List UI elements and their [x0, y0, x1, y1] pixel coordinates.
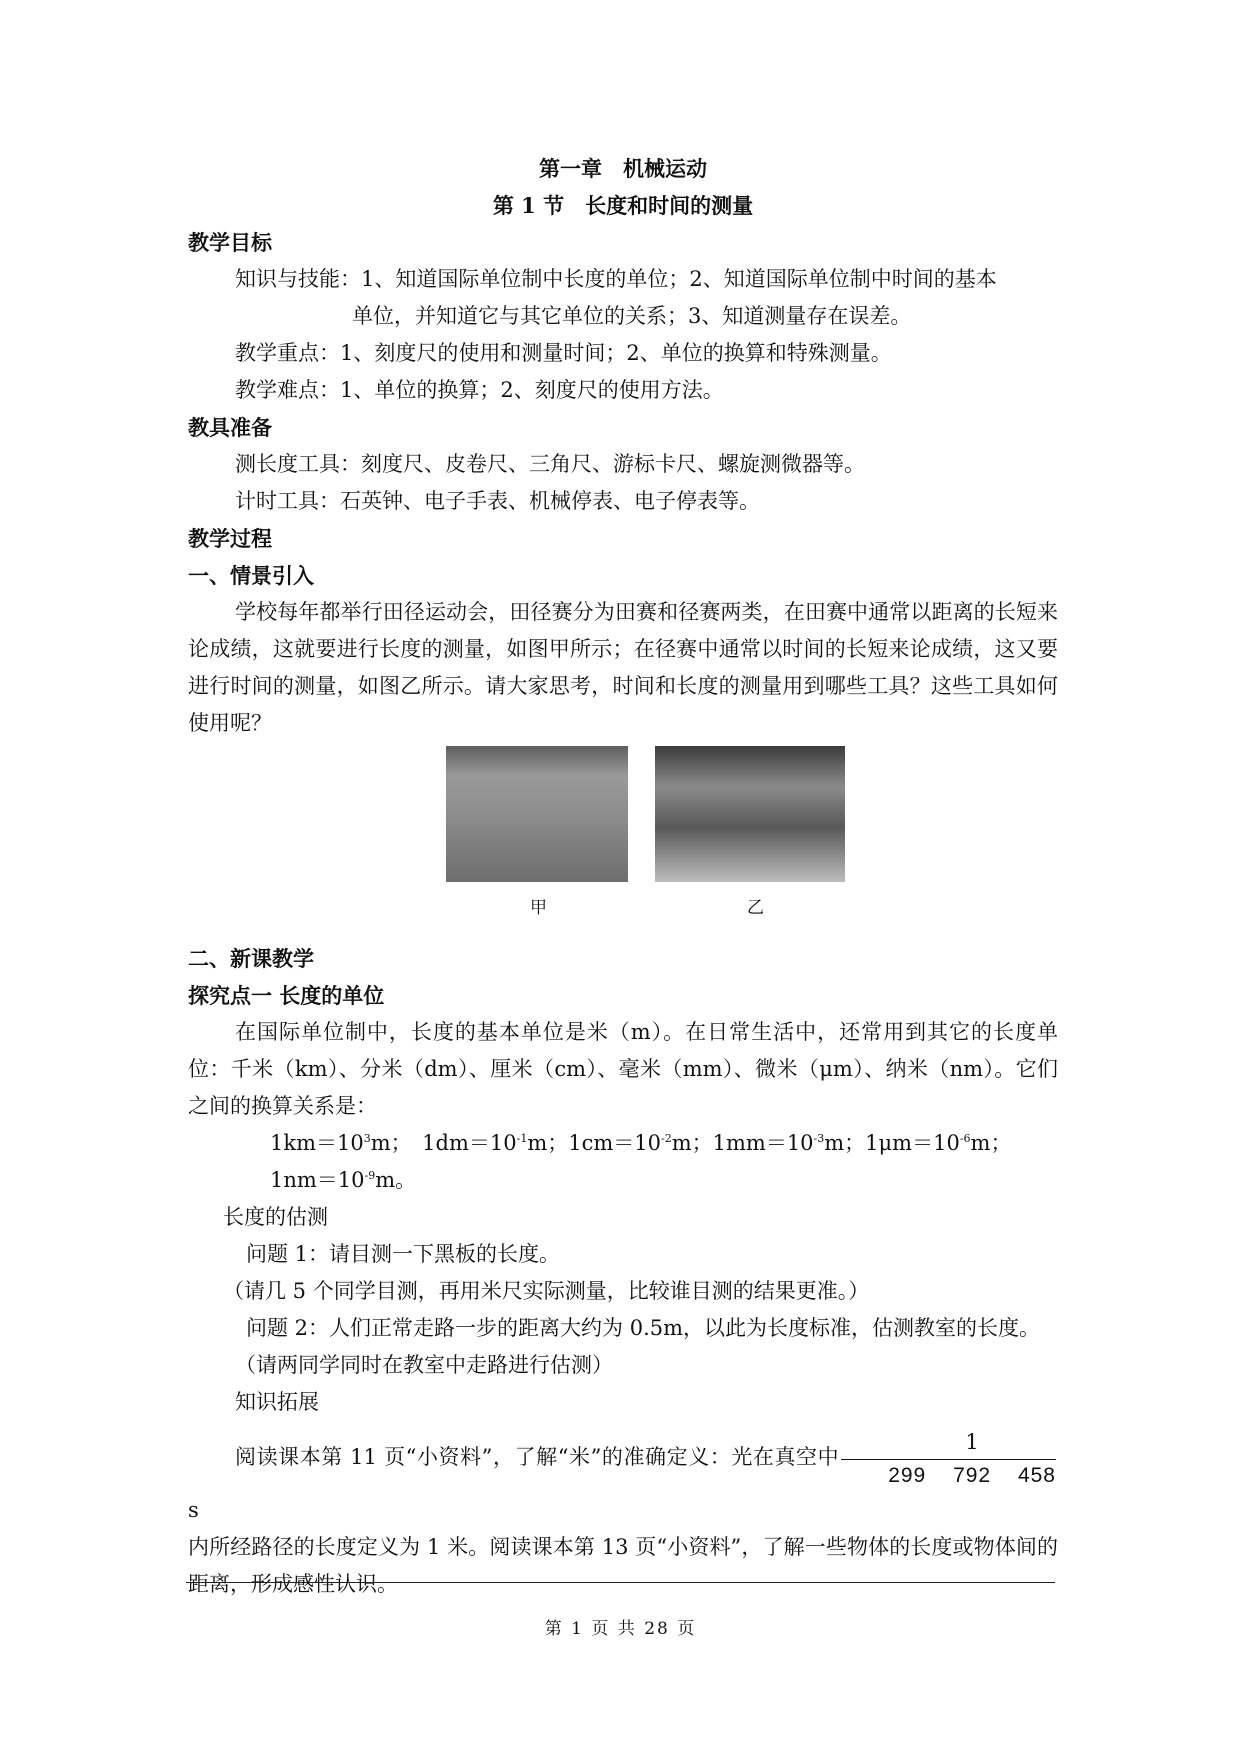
formula-um: m；1μm＝10 [824, 1131, 960, 1155]
knowledge-line1: 知识与技能：1、知道国际单位制中长度的单位；2、知道国际单位制中时间的基本 [235, 267, 997, 291]
formula-km-end: m [370, 1131, 391, 1155]
extension-heading: 知识拓展 [235, 1390, 319, 1414]
objectives-heading: 教学目标 [188, 230, 272, 255]
time-tools: 计时工具：石英钟、电子手表、机械停表、电子停表等。 [235, 489, 760, 513]
formula-um-exp: -6 [959, 1132, 971, 1145]
knowledge-line2: 单位，并知道它与其它单位的关系；3、知道测量存在误差。 [352, 304, 912, 328]
light-time-fraction [841, 1425, 1056, 1492]
tools-heading: 教具准备 [188, 415, 272, 440]
formula-cm: m；1cm＝10 [527, 1131, 661, 1155]
formula-km: 1km＝10 [270, 1131, 364, 1155]
formula-nm: m；1nm＝10 [270, 1131, 1012, 1192]
chapter-title: 第一章 机械运动 [539, 156, 707, 181]
figure-caption-yi: 乙 [747, 898, 764, 918]
figure-caption-jia: 甲 [530, 898, 547, 918]
conversion-formula [188, 1125, 1058, 1199]
length-tools: 测长度工具：刻度尺、皮卷尺、三角尺、游标卡尺、螺旋测微器等。 [235, 452, 865, 476]
question-1-note: （请几 5 个同学目测，再用米尺实际测量，比较谁目测的结果更准。） [223, 1279, 870, 1303]
section-title: 第 1 节 长度和时间的测量 [492, 193, 754, 218]
units-paragraph: 在国际单位制中，长度的基本单位是米（m）。在日常生活中，还常用到其它的长度单位：千米（km）、分米（dm）、厘米（cm）、毫米（mm）、微米（μm）、纳米（nm）。它们之间的换算关系是： [188, 1020, 1058, 1118]
formula-nm-exp: -9 [364, 1169, 376, 1182]
question-2: 问题 2：人们正常走路一步的距离大约为 0.5m，以此为长度标准，估测教室的长度。 [246, 1316, 1041, 1340]
formula-km-exp: 3 [363, 1132, 371, 1145]
intro-heading: 一、情景引入 [188, 563, 314, 588]
difficulties: 教学难点：1、单位的换算；2、刻度尺的使用方法。 [235, 378, 724, 402]
page-content [188, 150, 1058, 1603]
formula-cm-exp: -2 [661, 1132, 672, 1145]
formula-dm: ； 1dm＝10 [390, 1131, 517, 1155]
estimate-heading: 长度的估测 [223, 1205, 328, 1229]
question-1: 问题 1：请目测一下黑板的长度。 [246, 1242, 561, 1266]
question-2-note: （请两同学同时在教室中走路进行估测） [235, 1353, 613, 1377]
process-heading: 教学过程 [188, 526, 272, 551]
key-points: 教学重点：1、刻度尺的使用和测量时间；2、单位的换算和特殊测量。 [235, 341, 892, 365]
fraction-unit: s [188, 1498, 199, 1522]
new-lesson-heading: 二、新课教学 [188, 946, 314, 971]
reading-before: 阅读课本第 11 页“小资料”，了解“米”的准确定义：光在真空中 [235, 1445, 840, 1469]
reading-paragraph [188, 1425, 1058, 1603]
figures-row [188, 746, 1058, 918]
formula-mm: m；1mm＝10 [671, 1131, 814, 1155]
fraction-denominator: 299 792 458 [888, 1464, 1056, 1487]
page-footer: 第 1 页 共 28 页 [544, 1619, 697, 1639]
fraction-numerator: 1 [841, 1425, 1056, 1460]
formula-mm-exp: -3 [813, 1132, 825, 1145]
footer-rule [186, 1582, 1055, 1583]
reading-after: 内所经路径的长度定义为 1 米。阅读课本第 13 页“小资料”，了解一些物体的长度或物体间的距离，形成感性认识。 [188, 1535, 1058, 1596]
intro-paragraph: 学校每年都举行田径运动会，田径赛分为田赛和径赛两类，在田赛中通常以距离的长短来论成绩，这就要进行长度的测量，如图甲所示；在径赛中通常以时间的长短来论成绩，这又要进行时间的测量，如图乙所示。请大家思考，时间和长度的测量用到哪些工具？这些工具如何使用呢？ [188, 600, 1058, 735]
formula-dm-exp: -1 [516, 1132, 528, 1145]
formula-end: m。 [375, 1168, 417, 1192]
point1-heading: 探究点一 长度的单位 [188, 983, 385, 1008]
sprint-race-photo [655, 746, 845, 882]
field-event-photo [446, 746, 628, 882]
